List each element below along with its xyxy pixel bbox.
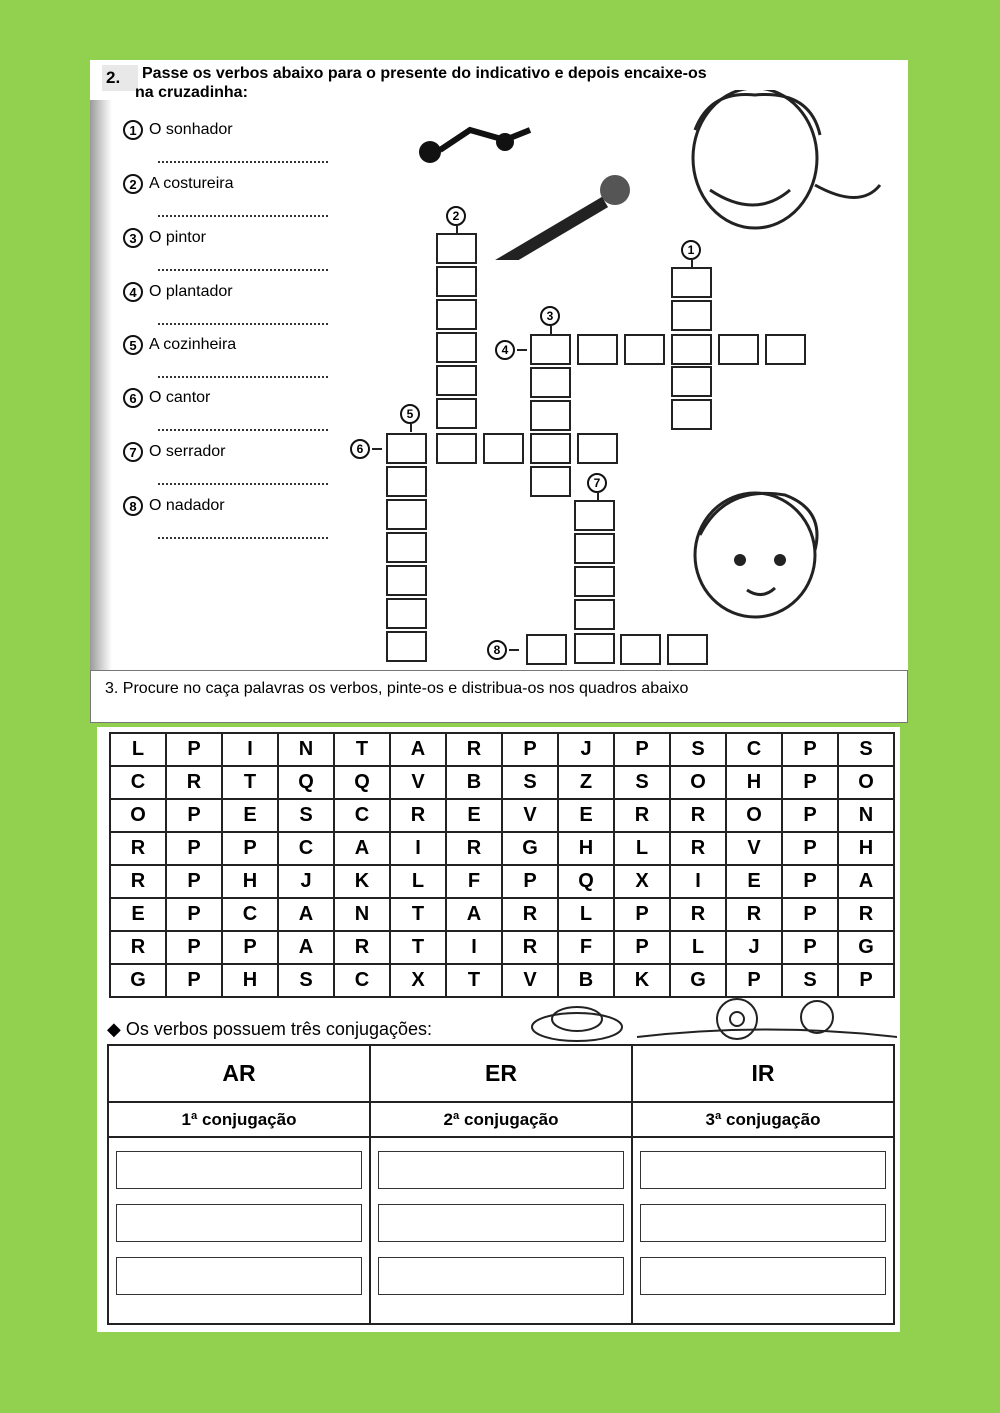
crossword-cell[interactable] [386,631,427,662]
first-conjugation-label: 1ª conjugação [108,1102,370,1137]
word-search-row [110,898,894,931]
word-search-letter[interactable]: C [278,832,334,865]
word-search-letter[interactable]: A [446,898,502,931]
crossword-cell[interactable] [577,433,618,464]
answer-box[interactable] [640,1151,886,1189]
crossword-cell[interactable] [671,366,712,397]
word-search-letter[interactable]: G [110,964,166,997]
crossword-marker-6: 6 [350,439,370,459]
word-search-letter[interactable]: R [446,733,502,766]
answer-box[interactable] [378,1257,624,1295]
word-search-letter[interactable]: H [222,865,278,898]
answer-box[interactable] [378,1151,624,1189]
word-search-letter[interactable]: H [726,766,782,799]
crossword-cell[interactable] [574,566,615,597]
crossword-cell[interactable] [667,634,708,665]
arrow-icon [410,424,412,432]
word-search-letter[interactable]: S [670,733,726,766]
ending-ir: IR [632,1045,894,1102]
word-search-letter[interactable]: T [222,766,278,799]
crossword-cell[interactable] [624,334,665,365]
crossword-cell[interactable] [620,634,661,665]
crossword-cell[interactable] [436,433,477,464]
crossword-cell[interactable] [436,398,477,429]
word-search-letter[interactable]: P [782,865,838,898]
word-search-letter[interactable]: E [558,799,614,832]
word-search-row [110,766,894,799]
word-search-letter[interactable]: R [502,931,558,964]
answer-line[interactable] [158,535,328,539]
word-search-letter[interactable]: R [390,799,446,832]
word-search-letter[interactable]: P [782,898,838,931]
word-search-letter[interactable]: P [166,931,222,964]
word-search-letter[interactable]: R [110,931,166,964]
crossword-cell[interactable] [574,599,615,630]
scan-shadow [90,100,112,670]
list-item: 1 O sonhador [123,120,233,140]
crossword-cell[interactable] [671,399,712,430]
list-item: 3 O pintor [123,228,206,248]
word-search-letter[interactable]: T [390,931,446,964]
word-search-letter[interactable]: S [614,766,670,799]
arrow-icon [691,260,693,268]
answer-box[interactable] [640,1204,886,1242]
word-search-letter[interactable]: B [446,766,502,799]
word-search-letter[interactable]: I [670,865,726,898]
crossword-cell[interactable] [386,466,427,497]
crossword-cell[interactable] [386,499,427,530]
question-3-instruction: 3. Procure no caça palavras os verbos, pinte-os e distribua-os nos quadros abaixo [90,670,908,723]
word-search-letter[interactable]: T [390,898,446,931]
crossword-cell[interactable] [386,532,427,563]
answer-line[interactable] [158,374,328,378]
word-search-letter[interactable]: J [558,733,614,766]
list-item: 6 O cantor [123,388,210,408]
word-search-letter[interactable]: E [726,865,782,898]
word-search-letter[interactable]: C [726,733,782,766]
list-item: 2 A costureira [123,174,233,194]
crossword-cell[interactable] [386,598,427,629]
word-search-letter[interactable]: N [334,898,390,931]
word-search-letter[interactable]: F [446,865,502,898]
crossword-cell[interactable] [671,300,712,331]
ending-er: ER [370,1045,632,1102]
crossword-cell[interactable] [530,367,571,398]
word-search-letter[interactable]: C [110,766,166,799]
word-search-row [110,964,894,997]
word-search-letter[interactable]: P [502,733,558,766]
word-search-letter[interactable]: P [782,799,838,832]
word-search-letter[interactable]: T [446,964,502,997]
answer-box[interactable] [116,1257,362,1295]
ar-answer-column [108,1137,370,1324]
turtle-flowers-illustration [517,997,897,1047]
list-item: 5 A cozinheira [123,335,236,355]
crossword-cell[interactable] [765,334,806,365]
word-search-letter[interactable]: P [782,931,838,964]
arrow-icon [456,226,458,234]
list-item: 4 O plantador [123,282,233,302]
word-search-letter[interactable]: P [726,964,782,997]
answer-box[interactable] [116,1151,362,1189]
answer-line[interactable] [158,321,328,325]
word-search-letter[interactable]: P [166,865,222,898]
answer-line[interactable] [158,159,328,163]
word-search-letter[interactable]: L [558,898,614,931]
word-search-letter[interactable]: P [166,832,222,865]
word-search-letter[interactable]: G [670,964,726,997]
singing-child-illustration [410,90,890,260]
crossword-cell[interactable] [530,466,571,497]
word-search-letter[interactable]: O [670,766,726,799]
word-search-letter[interactable]: Z [558,766,614,799]
crossword-cell[interactable] [386,565,427,596]
word-search-letter[interactable]: A [390,733,446,766]
word-search-letter[interactable]: R [446,832,502,865]
arrow-icon [517,349,527,351]
third-conjugation-label: 3ª conjugação [632,1102,894,1137]
word-search-letter[interactable]: K [334,865,390,898]
word-search-letter[interactable]: R [614,799,670,832]
crossword-cell[interactable] [436,266,477,297]
word-search-letter[interactable]: P [614,733,670,766]
word-search-letter[interactable]: G [502,832,558,865]
word-search-letter[interactable]: R [670,898,726,931]
word-search-letter[interactable]: H [838,832,894,865]
question-2-instruction: Passe os verbos abaixo para o presente do indicativo e depois encaixe-os [142,65,707,82]
crossword-cell[interactable] [574,500,615,531]
word-search-letter[interactable]: S [838,733,894,766]
word-search-letter[interactable]: P [222,832,278,865]
word-search-letter[interactable]: C [334,964,390,997]
answer-line[interactable] [158,481,328,485]
crossword-cell[interactable] [386,433,427,464]
crossword-cell[interactable] [718,334,759,365]
arrow-icon [550,326,552,334]
word-search-letter[interactable]: G [838,931,894,964]
crossword-marker-2: 2 [446,206,466,226]
ending-ar: AR [108,1045,370,1102]
word-search-letter[interactable]: P [502,865,558,898]
word-search-row [110,931,894,964]
exercise-3-sheet [97,727,900,1332]
word-search-letter[interactable]: S [502,766,558,799]
crossword-marker-4: 4 [495,340,515,360]
word-search-letter[interactable]: P [166,964,222,997]
word-search-letter[interactable]: X [390,964,446,997]
word-search-row [110,832,894,865]
word-search-letter[interactable]: H [222,964,278,997]
word-search-row [110,799,894,832]
crossword-marker-8: 8 [487,640,507,660]
word-search-letter[interactable]: J [278,865,334,898]
word-search-letter[interactable]: I [222,733,278,766]
word-search-letter[interactable]: A [334,832,390,865]
answer-line[interactable] [158,427,328,431]
word-search-letter[interactable]: O [838,766,894,799]
word-search-letter[interactable]: S [782,964,838,997]
crossword-marker-7: 7 [587,473,607,493]
word-search-letter[interactable]: P [166,898,222,931]
crossword-cell[interactable] [436,332,477,363]
crossword-marker-5: 5 [400,404,420,424]
exercise-2-sheet [90,60,908,670]
list-item: 7 O serrador [123,442,225,462]
crossword-cell[interactable] [577,334,618,365]
word-search-letter[interactable]: P [782,766,838,799]
word-search-letter[interactable]: P [782,733,838,766]
word-search-letter[interactable]: I [390,832,446,865]
girl-illustration [665,480,855,630]
conjugations-intro: ◆ Os verbos possuem três conjugações: [107,1019,432,1039]
word-search-letter[interactable]: S [278,799,334,832]
crossword-cell[interactable] [671,334,712,365]
word-search-letter[interactable]: E [110,898,166,931]
word-search-letter[interactable]: P [614,931,670,964]
word-search-letter[interactable]: T [334,733,390,766]
word-search-letter[interactable]: N [278,733,334,766]
answer-box[interactable] [116,1204,362,1242]
arrow-icon [372,448,382,450]
word-search-letter[interactable]: X [614,865,670,898]
word-search-letter[interactable]: N [838,799,894,832]
crossword-cell[interactable] [483,433,524,464]
word-search-letter[interactable]: L [614,832,670,865]
word-search-letter[interactable]: E [222,799,278,832]
word-search-letter[interactable]: K [614,964,670,997]
crossword-marker-3: 3 [540,306,560,326]
question-2-instruction-cont: na cruzadinha: [135,84,248,101]
bullet-icon: ◆ [107,1019,126,1039]
word-search-letter[interactable]: R [110,832,166,865]
word-search-letter[interactable]: R [502,898,558,931]
word-search-letter[interactable]: R [670,832,726,865]
word-search-letter[interactable]: R [334,931,390,964]
word-search-letter[interactable]: Q [278,766,334,799]
crossword-cell[interactable] [530,433,571,464]
word-search-letter[interactable]: P [838,964,894,997]
conjugation-table [107,1044,895,1325]
word-search-letter[interactable]: Q [558,865,614,898]
word-search-letter[interactable]: L [110,733,166,766]
arrow-icon [509,649,519,651]
word-search-letter[interactable]: R [726,898,782,931]
crossword-cell[interactable] [574,533,615,564]
word-search-letter[interactable]: A [838,865,894,898]
word-search-letter[interactable]: J [726,931,782,964]
word-search-letter[interactable]: L [390,865,446,898]
word-search-letter[interactable]: R [166,766,222,799]
word-search-letter[interactable]: O [726,799,782,832]
word-search-letter[interactable]: C [334,799,390,832]
word-search-letter[interactable]: C [222,898,278,931]
word-search-letter[interactable]: P [166,799,222,832]
word-search-grid [109,732,895,998]
word-search-letter[interactable]: F [558,931,614,964]
second-conjugation-label: 2ª conjugação [370,1102,632,1137]
word-search-letter[interactable]: R [838,898,894,931]
word-search-letter[interactable]: V [502,799,558,832]
word-search-letter[interactable]: P [166,733,222,766]
answer-line[interactable] [158,213,328,217]
word-search-letter[interactable]: R [670,799,726,832]
word-search-letter[interactable]: P [222,931,278,964]
word-search-letter[interactable]: P [614,898,670,931]
er-answer-column [370,1137,632,1324]
arrow-icon [597,492,599,500]
crossword-cell[interactable] [526,634,567,665]
word-search-letter[interactable]: R [110,865,166,898]
answer-box[interactable] [378,1204,624,1242]
word-search-letter[interactable]: P [782,832,838,865]
crossword-cell[interactable] [530,400,571,431]
crossword-marker-1: 1 [681,240,701,260]
question-2-number: 2. [102,65,138,91]
crossword-cell[interactable] [436,233,477,264]
word-search-letter[interactable]: L [670,931,726,964]
word-search-letter[interactable]: S [278,964,334,997]
crossword-cell[interactable] [436,365,477,396]
word-search-letter[interactable]: O [110,799,166,832]
crossword-cell[interactable] [530,334,571,365]
list-item: 8 O nadador [123,496,225,516]
word-search-letter[interactable]: V [726,832,782,865]
crossword-cell[interactable] [574,633,615,664]
word-search-row [110,865,894,898]
word-search-letter[interactable]: H [558,832,614,865]
answer-box[interactable] [640,1257,886,1295]
word-search-letter[interactable]: I [446,931,502,964]
ir-answer-column [632,1137,894,1324]
word-search-letter[interactable]: A [278,931,334,964]
crossword-cell[interactable] [436,299,477,330]
word-search-letter[interactable]: B [558,964,614,997]
word-search-letter[interactable]: Q [334,766,390,799]
word-search-letter[interactable]: V [390,766,446,799]
word-search-letter[interactable]: V [502,964,558,997]
answer-line[interactable] [158,267,328,271]
word-search-letter[interactable]: E [446,799,502,832]
crossword-cell[interactable] [671,267,712,298]
word-search-letter[interactable]: A [278,898,334,931]
word-search-row [110,733,894,766]
